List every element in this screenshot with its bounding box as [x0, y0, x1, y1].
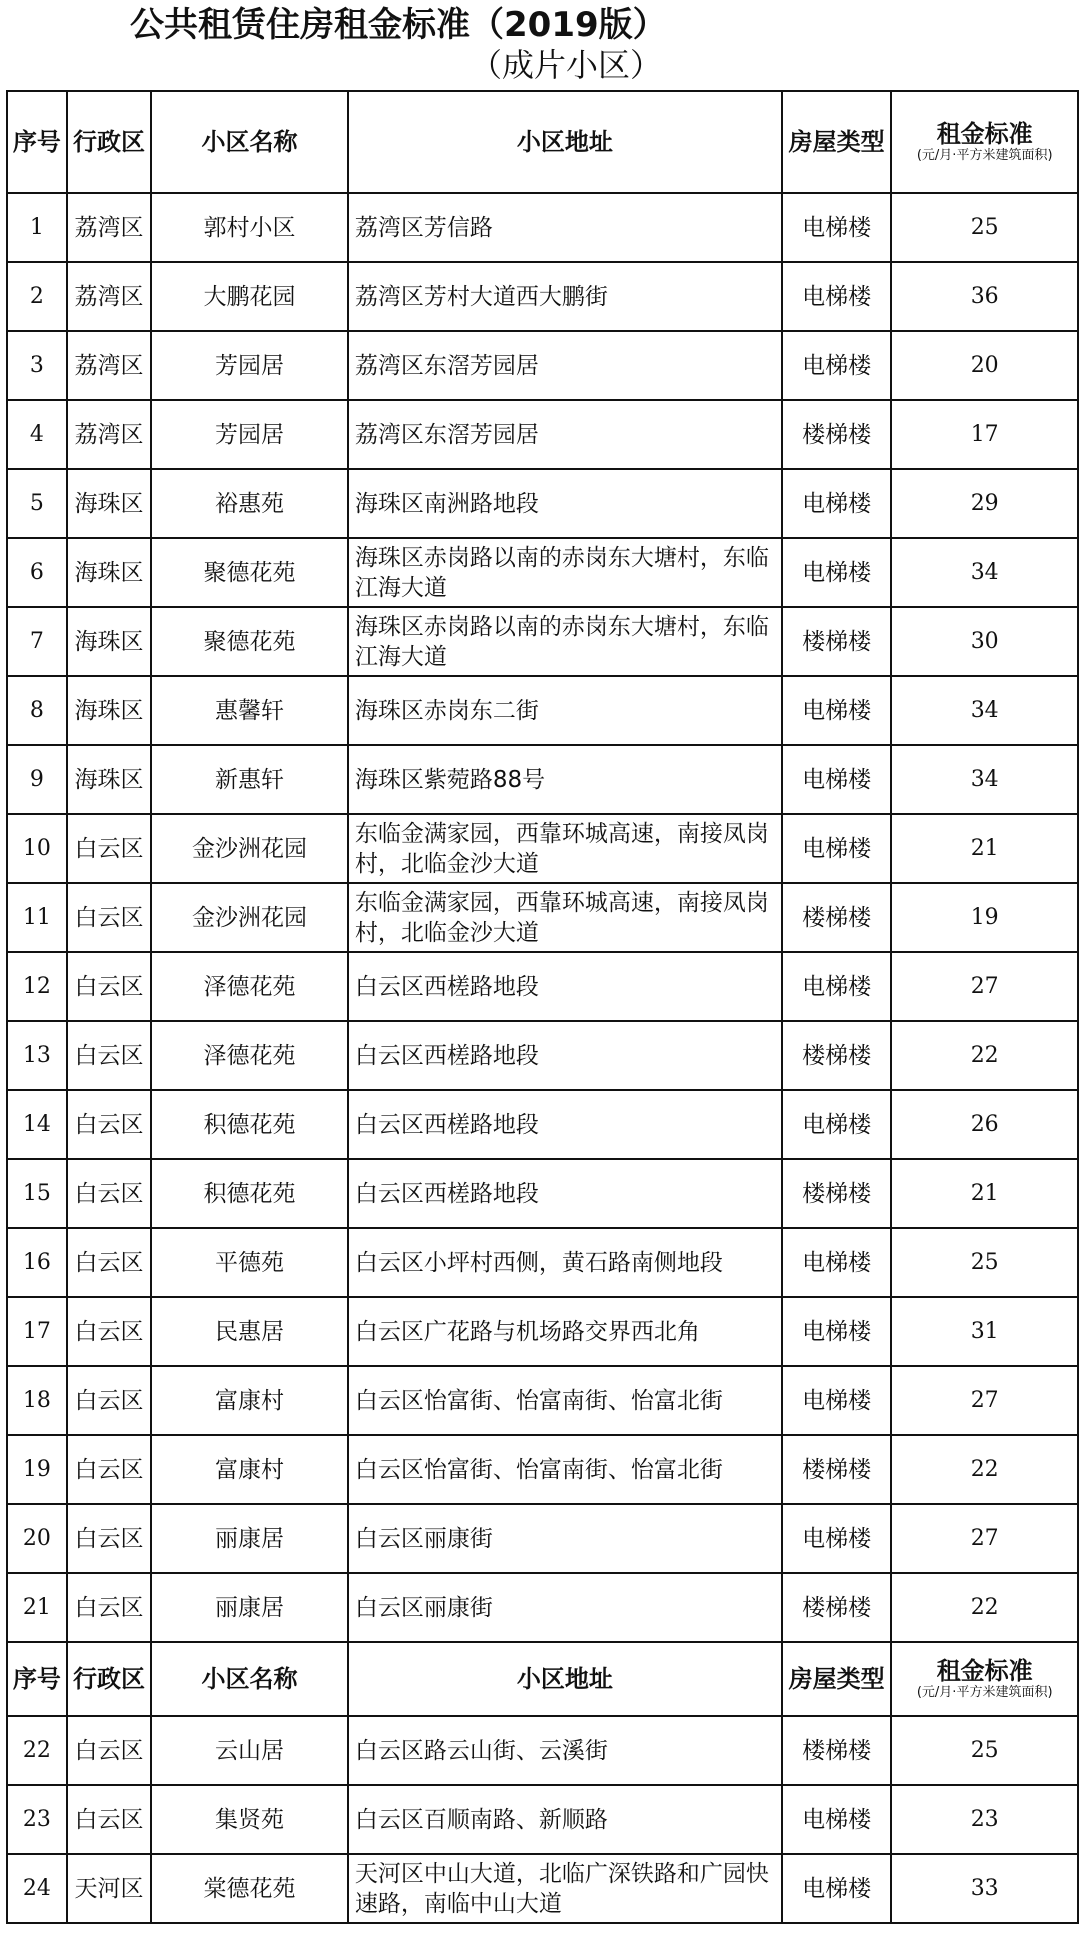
cell-name: 裕惠苑	[151, 469, 348, 538]
table-row	[7, 1228, 1078, 1297]
cell-seq: 24	[7, 1854, 67, 1923]
cell-type: 电梯楼	[782, 1854, 891, 1923]
cell-seq: 5	[7, 469, 67, 538]
table-row	[7, 1021, 1078, 1090]
cell-seq: 7	[7, 607, 67, 676]
cell-name: 云山居	[151, 1716, 348, 1785]
cell-type: 楼梯楼	[782, 1716, 891, 1785]
table-row	[7, 1366, 1078, 1435]
table-row	[7, 400, 1078, 469]
cell-name: 积德花苑	[151, 1159, 348, 1228]
cell-address: 白云区路云山街、云溪街	[348, 1716, 782, 1785]
cell-address: 白云区丽康街	[348, 1504, 782, 1573]
cell-address: 荔湾区芳信路	[348, 193, 782, 262]
cell-type: 电梯楼	[782, 814, 891, 883]
table-row	[7, 1716, 1078, 1785]
cell-address: 白云区怡富街、怡富南街、怡富北街	[348, 1435, 782, 1504]
header-district: 行政区	[67, 91, 152, 193]
table-row	[7, 1785, 1078, 1854]
cell-name: 金沙洲花园	[151, 883, 348, 952]
cell-address: 白云区百顺南路、新顺路	[348, 1785, 782, 1854]
cell-rent: 25	[891, 1716, 1078, 1785]
table-row	[7, 331, 1078, 400]
cell-type: 楼梯楼	[782, 1573, 891, 1642]
cell-district: 白云区	[67, 1716, 152, 1785]
cell-name: 富康村	[151, 1366, 348, 1435]
cell-district: 荔湾区	[67, 193, 152, 262]
cell-seq: 19	[7, 1435, 67, 1504]
cell-rent: 25	[891, 193, 1078, 262]
cell-seq: 10	[7, 814, 67, 883]
cell-district: 白云区	[67, 952, 152, 1021]
header-type: 房屋类型	[782, 1642, 891, 1716]
cell-rent: 23	[891, 1785, 1078, 1854]
cell-type: 电梯楼	[782, 193, 891, 262]
cell-rent: 36	[891, 262, 1078, 331]
cell-district: 白云区	[67, 1228, 152, 1297]
cell-district: 白云区	[67, 1785, 152, 1854]
cell-address: 海珠区赤岗路以南的赤岗东大塘村，东临江海大道	[348, 538, 782, 607]
cell-seq: 14	[7, 1090, 67, 1159]
table-row	[7, 814, 1078, 883]
cell-type: 电梯楼	[782, 469, 891, 538]
header-name: 小区名称	[151, 1642, 348, 1716]
header-rent-label: 租金标准	[936, 120, 1033, 148]
cell-name: 富康村	[151, 1435, 348, 1504]
table-row	[7, 1090, 1078, 1159]
table-row	[7, 262, 1078, 331]
cell-rent: 29	[891, 469, 1078, 538]
header-rent-label: 租金标准	[936, 1657, 1033, 1685]
cell-seq: 9	[7, 745, 67, 814]
cell-seq: 6	[7, 538, 67, 607]
cell-address: 白云区西槎路地段	[348, 952, 782, 1021]
cell-name: 民惠居	[151, 1297, 348, 1366]
cell-type: 电梯楼	[782, 538, 891, 607]
cell-address: 白云区西槎路地段	[348, 1159, 782, 1228]
cell-district: 白云区	[67, 883, 152, 952]
cell-rent: 22	[891, 1021, 1078, 1090]
cell-rent: 34	[891, 676, 1078, 745]
cell-address: 海珠区南洲路地段	[348, 469, 782, 538]
cell-seq: 1	[7, 193, 67, 262]
cell-type: 电梯楼	[782, 1090, 891, 1159]
cell-address: 海珠区赤岗路以南的赤岗东大塘村，东临江海大道	[348, 607, 782, 676]
table-header-row	[7, 1642, 1078, 1716]
cell-type: 电梯楼	[782, 952, 891, 1021]
table-row	[7, 469, 1078, 538]
header-seq: 序号	[7, 91, 67, 193]
table-row	[7, 1504, 1078, 1573]
cell-seq: 22	[7, 1716, 67, 1785]
cell-type: 楼梯楼	[782, 1435, 891, 1504]
cell-type: 楼梯楼	[782, 883, 891, 952]
cell-seq: 3	[7, 331, 67, 400]
cell-seq: 11	[7, 883, 67, 952]
cell-district: 荔湾区	[67, 400, 152, 469]
cell-type: 电梯楼	[782, 262, 891, 331]
cell-address: 荔湾区东滘芳园居	[348, 400, 782, 469]
cell-district: 海珠区	[67, 538, 152, 607]
table-header-row	[7, 91, 1078, 193]
cell-type: 电梯楼	[782, 331, 891, 400]
cell-type: 电梯楼	[782, 745, 891, 814]
cell-address: 白云区小坪村西侧，黄石路南侧地段	[348, 1228, 782, 1297]
cell-seq: 23	[7, 1785, 67, 1854]
cell-name: 芳园居	[151, 331, 348, 400]
header-address: 小区地址	[348, 1642, 782, 1716]
cell-district: 海珠区	[67, 676, 152, 745]
cell-type: 电梯楼	[782, 1366, 891, 1435]
cell-seq: 12	[7, 952, 67, 1021]
cell-rent: 27	[891, 1504, 1078, 1573]
cell-rent: 17	[891, 400, 1078, 469]
cell-district: 天河区	[67, 1854, 152, 1923]
cell-rent: 26	[891, 1090, 1078, 1159]
table-row	[7, 193, 1078, 262]
header-rent	[891, 91, 1078, 193]
cell-name: 芳园居	[151, 400, 348, 469]
header-seq: 序号	[7, 1642, 67, 1716]
cell-name: 泽德花苑	[151, 952, 348, 1021]
cell-district: 海珠区	[67, 745, 152, 814]
cell-address: 荔湾区芳村大道西大鹏街	[348, 262, 782, 331]
header-rent-unit: (元/月·平方米建筑面积)	[916, 1685, 1053, 1700]
table-row	[7, 1297, 1078, 1366]
cell-name: 聚德花苑	[151, 538, 348, 607]
cell-district: 白云区	[67, 1021, 152, 1090]
cell-type: 电梯楼	[782, 1504, 891, 1573]
cell-district: 白云区	[67, 1435, 152, 1504]
cell-name: 泽德花苑	[151, 1021, 348, 1090]
cell-name: 新惠轩	[151, 745, 348, 814]
cell-name: 丽康居	[151, 1573, 348, 1642]
cell-type: 电梯楼	[782, 1785, 891, 1854]
cell-district: 白云区	[67, 1573, 152, 1642]
cell-address: 白云区西槎路地段	[348, 1021, 782, 1090]
cell-type: 楼梯楼	[782, 1021, 891, 1090]
cell-rent: 27	[891, 1366, 1078, 1435]
document-subtitle: （成片小区）	[470, 46, 663, 84]
cell-name: 丽康居	[151, 1504, 348, 1573]
cell-type: 电梯楼	[782, 1297, 891, 1366]
cell-name: 积德花苑	[151, 1090, 348, 1159]
cell-seq: 21	[7, 1573, 67, 1642]
cell-rent: 25	[891, 1228, 1078, 1297]
cell-address: 白云区广花路与机场路交界西北角	[348, 1297, 782, 1366]
cell-seq: 4	[7, 400, 67, 469]
document-title: 公共租赁住房租金标准（2019版）	[130, 5, 667, 45]
cell-rent: 30	[891, 607, 1078, 676]
cell-district: 白云区	[67, 1366, 152, 1435]
table-row	[7, 607, 1078, 676]
table-row	[7, 1854, 1078, 1923]
cell-district: 白云区	[67, 814, 152, 883]
table-row	[7, 745, 1078, 814]
table-row	[7, 883, 1078, 952]
header-district: 行政区	[67, 1642, 152, 1716]
cell-address: 白云区西槎路地段	[348, 1090, 782, 1159]
cell-seq: 18	[7, 1366, 67, 1435]
cell-district: 海珠区	[67, 607, 152, 676]
rent-standard-table	[6, 90, 1079, 1924]
cell-district: 白云区	[67, 1504, 152, 1573]
table-body	[7, 91, 1078, 1923]
cell-rent: 33	[891, 1854, 1078, 1923]
cell-address: 海珠区赤岗东二街	[348, 676, 782, 745]
table-row	[7, 1159, 1078, 1228]
cell-seq: 17	[7, 1297, 67, 1366]
cell-name: 平德苑	[151, 1228, 348, 1297]
header-rent	[891, 1642, 1078, 1716]
cell-address: 白云区怡富街、怡富南街、怡富北街	[348, 1366, 782, 1435]
cell-seq: 20	[7, 1504, 67, 1573]
cell-seq: 15	[7, 1159, 67, 1228]
cell-rent: 19	[891, 883, 1078, 952]
cell-seq: 13	[7, 1021, 67, 1090]
cell-name: 棠德花苑	[151, 1854, 348, 1923]
cell-district: 海珠区	[67, 469, 152, 538]
cell-address: 天河区中山大道，北临广深铁路和广园快速路，南临中山大道	[348, 1854, 782, 1923]
cell-name: 郭村小区	[151, 193, 348, 262]
cell-rent: 34	[891, 538, 1078, 607]
cell-rent: 21	[891, 814, 1078, 883]
cell-district: 白云区	[67, 1297, 152, 1366]
cell-type: 楼梯楼	[782, 1159, 891, 1228]
header-name: 小区名称	[151, 91, 348, 193]
cell-rent: 20	[891, 331, 1078, 400]
cell-rent: 21	[891, 1159, 1078, 1228]
cell-rent: 31	[891, 1297, 1078, 1366]
cell-district: 白云区	[67, 1159, 152, 1228]
header-rent-unit: (元/月·平方米建筑面积)	[916, 148, 1053, 163]
cell-type: 楼梯楼	[782, 400, 891, 469]
cell-type: 电梯楼	[782, 676, 891, 745]
cell-rent: 34	[891, 745, 1078, 814]
cell-type: 楼梯楼	[782, 607, 891, 676]
cell-name: 惠馨轩	[151, 676, 348, 745]
cell-address: 荔湾区东滘芳园居	[348, 331, 782, 400]
header-type: 房屋类型	[782, 91, 891, 193]
cell-address: 海珠区紫菀路88号	[348, 745, 782, 814]
table-row	[7, 538, 1078, 607]
cell-seq: 16	[7, 1228, 67, 1297]
cell-address: 东临金满家园，西靠环城高速，南接凤岗村，北临金沙大道	[348, 814, 782, 883]
table-row	[7, 952, 1078, 1021]
cell-rent: 22	[891, 1573, 1078, 1642]
header-address: 小区地址	[348, 91, 782, 193]
cell-type: 电梯楼	[782, 1228, 891, 1297]
table-row	[7, 1573, 1078, 1642]
cell-rent: 22	[891, 1435, 1078, 1504]
cell-name: 聚德花苑	[151, 607, 348, 676]
cell-seq: 8	[7, 676, 67, 745]
table-row	[7, 676, 1078, 745]
cell-address: 白云区丽康街	[348, 1573, 782, 1642]
cell-rent: 27	[891, 952, 1078, 1021]
cell-name: 大鹏花园	[151, 262, 348, 331]
cell-district: 荔湾区	[67, 331, 152, 400]
cell-district: 白云区	[67, 1090, 152, 1159]
cell-district: 荔湾区	[67, 262, 152, 331]
cell-name: 金沙洲花园	[151, 814, 348, 883]
cell-address: 东临金满家园，西靠环城高速，南接凤岗村，北临金沙大道	[348, 883, 782, 952]
cell-name: 集贤苑	[151, 1785, 348, 1854]
table-row	[7, 1435, 1078, 1504]
cell-seq: 2	[7, 262, 67, 331]
